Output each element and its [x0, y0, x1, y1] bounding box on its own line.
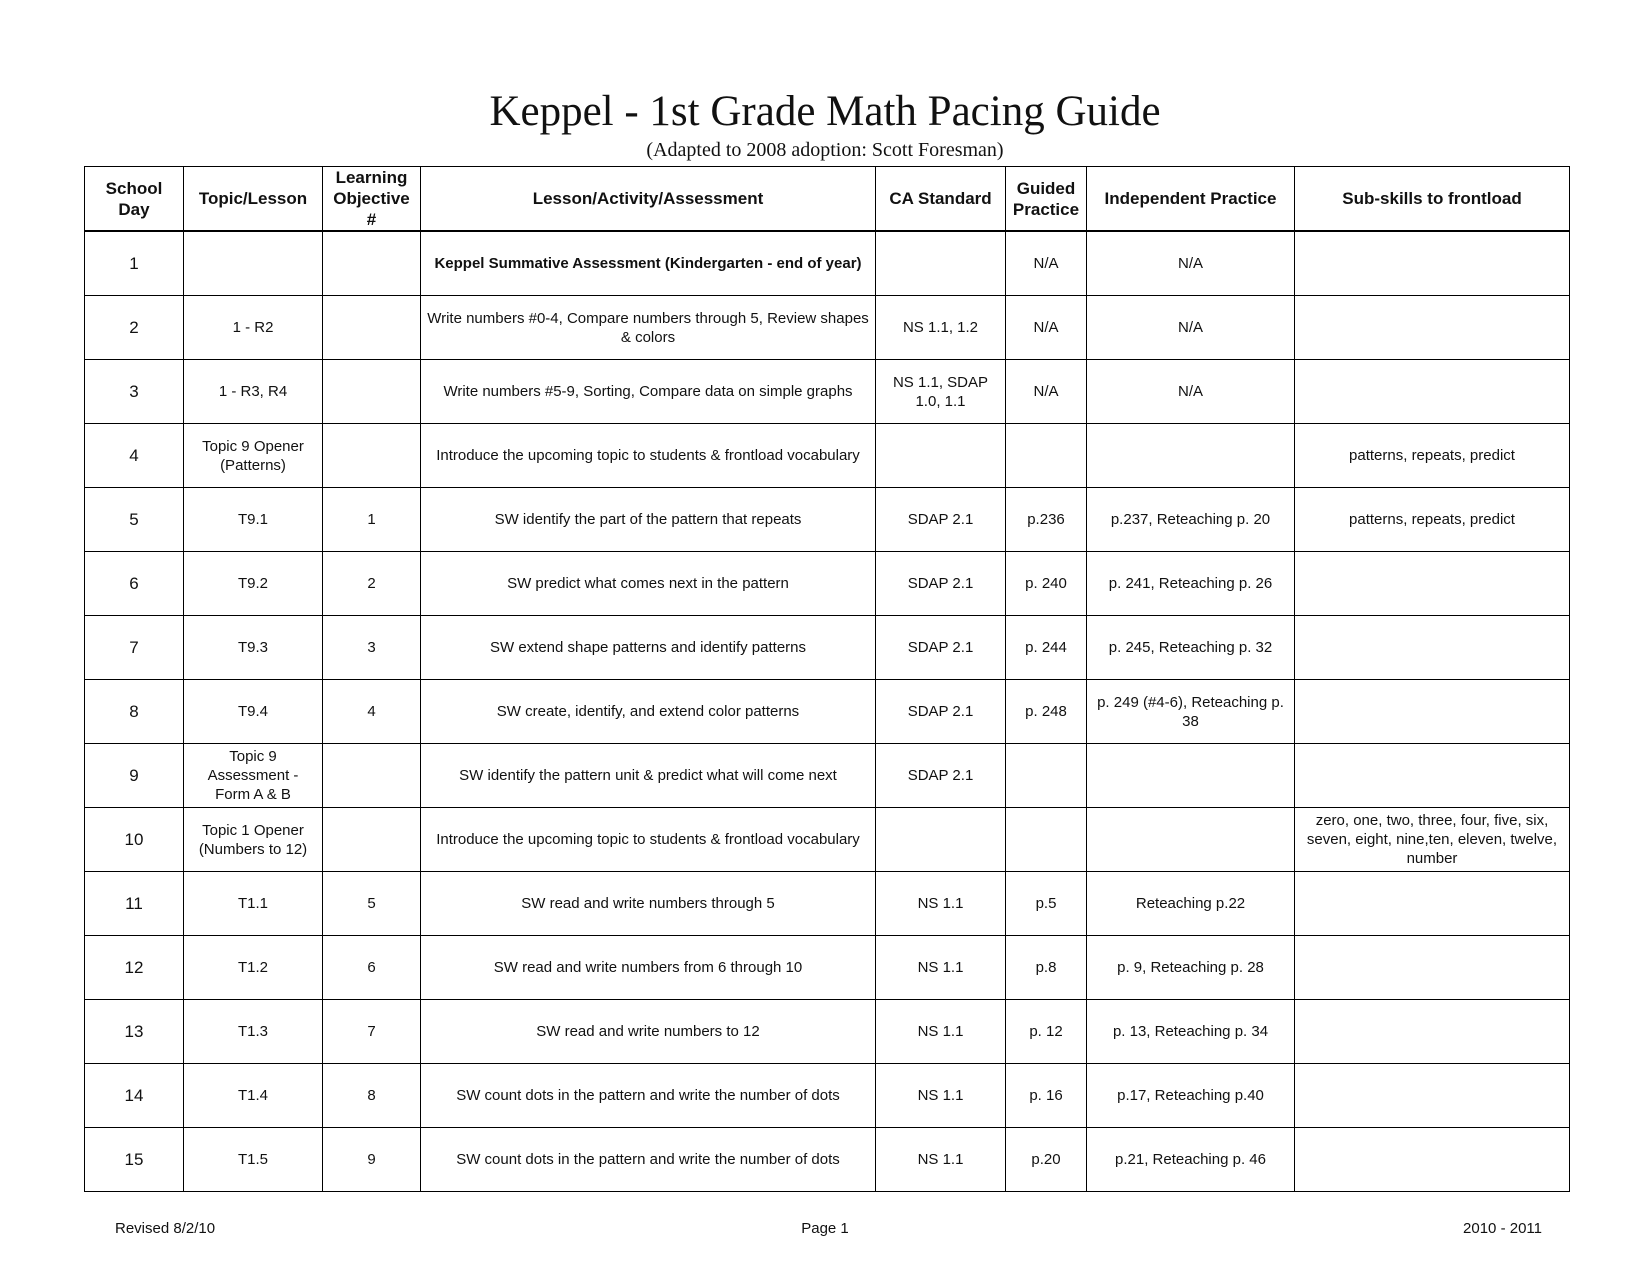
activity-cell: SW create, identify, and extend color patterns	[421, 680, 876, 744]
topic-cell: T9.1	[184, 488, 323, 552]
independent-practice-cell: p. 241, Reteaching p. 26	[1087, 552, 1295, 616]
standard-cell	[876, 231, 1006, 296]
objective-cell: 6	[323, 936, 421, 1000]
sub-skills-cell	[1295, 360, 1570, 424]
activity-cell: SW identify the pattern unit & predict what will come next	[421, 744, 876, 808]
sub-skills-cell	[1295, 231, 1570, 296]
sub-skills-cell: patterns, repeats, predict	[1295, 424, 1570, 488]
objective-cell	[323, 424, 421, 488]
column-header-school-day: School Day	[85, 167, 184, 232]
independent-practice-cell: p.21, Reteaching p. 46	[1087, 1128, 1295, 1192]
sub-skills-cell	[1295, 1000, 1570, 1064]
standard-cell: NS 1.1	[876, 1000, 1006, 1064]
activity-cell: Write numbers #5-9, Sorting, Compare data on simple graphs	[421, 360, 876, 424]
activity-cell: SW read and write numbers to 12	[421, 1000, 876, 1064]
topic-cell: T9.4	[184, 680, 323, 744]
school-day-cell: 7	[85, 616, 184, 680]
activity-cell: Keppel Summative Assessment (Kindergarten - end of year)	[421, 231, 876, 296]
school-day-cell: 3	[85, 360, 184, 424]
independent-practice-cell	[1087, 808, 1295, 872]
table-row	[85, 1128, 1570, 1192]
independent-practice-cell	[1087, 744, 1295, 808]
school-day-cell: 2	[85, 296, 184, 360]
column-header-lesson-activity: Lesson/Activity/Assessment	[421, 167, 876, 232]
guided-practice-cell: N/A	[1006, 360, 1087, 424]
sub-skills-cell	[1295, 936, 1570, 1000]
activity-cell: Write numbers #0-4, Compare numbers through 5, Review shapes & colors	[421, 296, 876, 360]
sub-skills-cell: patterns, repeats, predict	[1295, 488, 1570, 552]
standard-cell: NS 1.1	[876, 1128, 1006, 1192]
topic-cell: Topic 9 Opener (Patterns)	[184, 424, 323, 488]
standard-cell	[876, 808, 1006, 872]
activity-cell: SW count dots in the pattern and write the number of dots	[421, 1128, 876, 1192]
objective-cell	[323, 296, 421, 360]
sub-skills-cell	[1295, 872, 1570, 936]
independent-practice-cell: Reteaching p.22	[1087, 872, 1295, 936]
sub-skills-cell	[1295, 680, 1570, 744]
guided-practice-cell: p.5	[1006, 872, 1087, 936]
school-day-cell: 13	[85, 1000, 184, 1064]
table-row	[85, 488, 1570, 552]
sub-skills-cell	[1295, 1128, 1570, 1192]
standard-cell: SDAP 2.1	[876, 552, 1006, 616]
independent-practice-cell: p. 9, Reteaching p. 28	[1087, 936, 1295, 1000]
topic-cell: T1.2	[184, 936, 323, 1000]
column-header-learning-objective: Learning Objective #	[323, 167, 421, 232]
school-day-cell: 6	[85, 552, 184, 616]
guided-practice-cell: p. 12	[1006, 1000, 1087, 1064]
guided-practice-cell: p. 244	[1006, 616, 1087, 680]
school-day-cell: 15	[85, 1128, 184, 1192]
table-row	[85, 616, 1570, 680]
activity-cell: SW read and write numbers through 5	[421, 872, 876, 936]
objective-cell	[323, 231, 421, 296]
table-row	[85, 680, 1570, 744]
school-year: 2010 - 2011	[1463, 1220, 1542, 1237]
standard-cell: NS 1.1	[876, 1064, 1006, 1128]
column-header-guided-practice: Guided Practice	[1006, 167, 1087, 232]
school-day-cell: 11	[85, 872, 184, 936]
page-subtitle: (Adapted to 2008 adoption: Scott Foresman)	[646, 139, 1004, 161]
school-day-cell: 12	[85, 936, 184, 1000]
table-row	[85, 552, 1570, 616]
pacing-guide-table	[84, 166, 1570, 1192]
topic-cell: 1 - R3, R4	[184, 360, 323, 424]
standard-cell: NS 1.1, 1.2	[876, 296, 1006, 360]
page-number: Page 1	[801, 1220, 849, 1237]
independent-practice-cell: N/A	[1087, 296, 1295, 360]
independent-practice-cell: p.17, Reteaching p.40	[1087, 1064, 1295, 1128]
school-day-cell: 4	[85, 424, 184, 488]
table-row	[85, 1064, 1570, 1128]
school-day-cell: 5	[85, 488, 184, 552]
independent-practice-cell: p.237, Reteaching p. 20	[1087, 488, 1295, 552]
topic-cell: Topic 9 Assessment - Form A & B	[184, 744, 323, 808]
school-day-cell: 8	[85, 680, 184, 744]
topic-cell: T1.3	[184, 1000, 323, 1064]
standard-cell: NS 1.1	[876, 936, 1006, 1000]
sub-skills-cell	[1295, 616, 1570, 680]
column-header-topic-lesson: Topic/Lesson	[184, 167, 323, 232]
table-row	[85, 296, 1570, 360]
header-row	[85, 167, 1570, 232]
standard-cell: SDAP 2.1	[876, 488, 1006, 552]
standard-cell: NS 1.1, SDAP 1.0, 1.1	[876, 360, 1006, 424]
activity-cell: SW identify the part of the pattern that repeats	[421, 488, 876, 552]
topic-cell: T1.5	[184, 1128, 323, 1192]
guided-practice-cell: p. 16	[1006, 1064, 1087, 1128]
guided-practice-cell: N/A	[1006, 231, 1087, 296]
objective-cell: 2	[323, 552, 421, 616]
school-day-cell: 10	[85, 808, 184, 872]
table-row	[85, 360, 1570, 424]
objective-cell	[323, 744, 421, 808]
standard-cell: SDAP 2.1	[876, 616, 1006, 680]
guided-practice-cell: p.20	[1006, 1128, 1087, 1192]
table-row	[85, 936, 1570, 1000]
page-title: Keppel - 1st Grade Math Pacing Guide	[489, 88, 1161, 135]
objective-cell: 3	[323, 616, 421, 680]
guided-practice-cell: p.8	[1006, 936, 1087, 1000]
table-row	[85, 231, 1570, 296]
objective-cell	[323, 808, 421, 872]
independent-practice-cell	[1087, 424, 1295, 488]
guided-practice-cell: N/A	[1006, 296, 1087, 360]
activity-cell: SW read and write numbers from 6 through 10	[421, 936, 876, 1000]
topic-cell: T9.2	[184, 552, 323, 616]
sub-skills-cell: zero, one, two, three, four, five, six, seven, eight, nine,ten, eleven, twelve, number	[1295, 808, 1570, 872]
independent-practice-cell: p. 13, Reteaching p. 34	[1087, 1000, 1295, 1064]
activity-cell: Introduce the upcoming topic to students & frontload vocabulary	[421, 424, 876, 488]
activity-cell: SW extend shape patterns and identify patterns	[421, 616, 876, 680]
objective-cell: 9	[323, 1128, 421, 1192]
table-row	[85, 1000, 1570, 1064]
activity-cell: SW predict what comes next in the pattern	[421, 552, 876, 616]
school-day-cell: 9	[85, 744, 184, 808]
sub-skills-cell	[1295, 744, 1570, 808]
independent-practice-cell: N/A	[1087, 360, 1295, 424]
objective-cell	[323, 360, 421, 424]
activity-cell: SW count dots in the pattern and write the number of dots	[421, 1064, 876, 1128]
column-header-ca-standard: CA Standard	[876, 167, 1006, 232]
activity-cell: Introduce the upcoming topic to students & frontload vocabulary	[421, 808, 876, 872]
topic-cell	[184, 231, 323, 296]
topic-cell: Topic 1 Opener (Numbers to 12)	[184, 808, 323, 872]
standard-cell	[876, 424, 1006, 488]
school-day-cell: 14	[85, 1064, 184, 1128]
sub-skills-cell	[1295, 296, 1570, 360]
table-row	[85, 744, 1570, 808]
objective-cell: 1	[323, 488, 421, 552]
column-header-sub-skills: Sub-skills to frontload	[1295, 167, 1570, 232]
independent-practice-cell: N/A	[1087, 231, 1295, 296]
table-row	[85, 424, 1570, 488]
objective-cell: 5	[323, 872, 421, 936]
revised-date: Revised 8/2/10	[115, 1220, 216, 1237]
guided-practice-cell	[1006, 744, 1087, 808]
table-row	[85, 808, 1570, 872]
independent-practice-cell: p. 245, Reteaching p. 32	[1087, 616, 1295, 680]
objective-cell: 8	[323, 1064, 421, 1128]
guided-practice-cell	[1006, 808, 1087, 872]
sub-skills-cell	[1295, 1064, 1570, 1128]
guided-practice-cell: p.236	[1006, 488, 1087, 552]
independent-practice-cell: p. 249 (#4-6), Reteaching p. 38	[1087, 680, 1295, 744]
topic-cell: T9.3	[184, 616, 323, 680]
table-row	[85, 872, 1570, 936]
guided-practice-cell: p. 248	[1006, 680, 1087, 744]
topic-cell: 1 - R2	[184, 296, 323, 360]
guided-practice-cell	[1006, 424, 1087, 488]
sub-skills-cell	[1295, 552, 1570, 616]
guided-practice-cell: p. 240	[1006, 552, 1087, 616]
topic-cell: T1.1	[184, 872, 323, 936]
column-header-independent-practice: Independent Practice	[1087, 167, 1295, 232]
school-day-cell: 1	[85, 231, 184, 296]
standard-cell: SDAP 2.1	[876, 680, 1006, 744]
standard-cell: NS 1.1	[876, 872, 1006, 936]
objective-cell: 4	[323, 680, 421, 744]
standard-cell: SDAP 2.1	[876, 744, 1006, 808]
topic-cell: T1.4	[184, 1064, 323, 1128]
objective-cell: 7	[323, 1000, 421, 1064]
